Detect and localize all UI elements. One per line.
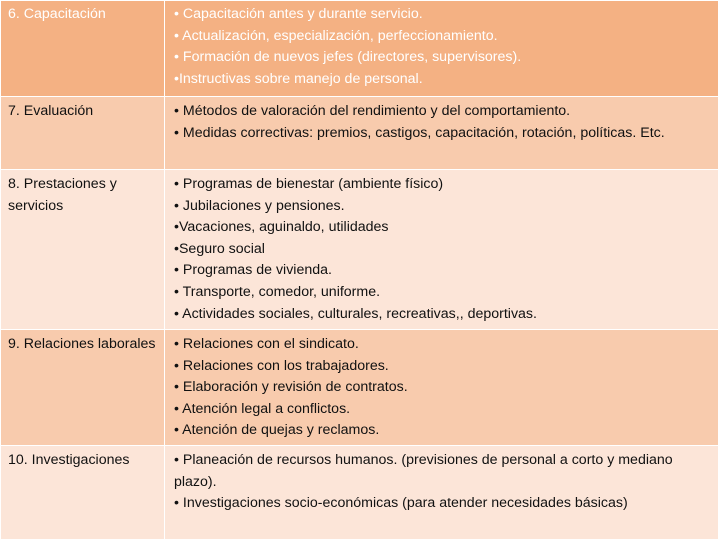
list-item: • Actualización, especialización, perfeccionamiento.: [174, 27, 498, 44]
items-cell: [165, 330, 719, 446]
items-cell: [165, 446, 719, 540]
list-item: • Capacitación antes y durante servicio.: [174, 6, 423, 22]
category-label: 6. Capacitación: [8, 6, 106, 22]
list-item: •Vacaciones, aguinaldo, utilidades: [174, 219, 389, 236]
list-item: • Programas de vivienda.: [174, 262, 332, 279]
list-item: • Relaciones con el sindicato.: [174, 336, 359, 352]
list-item: • Elaboración y revisión de contratos.: [174, 379, 408, 396]
category-cell: [1, 97, 165, 170]
items-cell: [165, 97, 719, 170]
items-cell: [165, 170, 719, 330]
table-row: [1, 446, 719, 540]
list-item: • Atención legal a conflictos.: [174, 400, 351, 417]
category-label: 8. Prestaciones y servicios: [8, 176, 117, 214]
list-item: • Atención de quejas y reclamos.: [174, 422, 380, 439]
list-item: • Jubilaciones y pensiones.: [174, 197, 345, 214]
items-cell: [165, 1, 719, 97]
category-cell: [1, 446, 165, 540]
category-label: 9. Relaciones laborales: [8, 336, 156, 352]
list-item: • Formación de nuevos jefes (directores, supervisores).: [174, 49, 522, 66]
list-item: • Medidas correctivas: premios, castigos, capacitación, rotación, políticas. Etc.: [174, 124, 665, 141]
list-item: • Métodos de valoración del rendimiento y del comportamiento.: [174, 103, 571, 119]
list-item: • Relaciones con los trabajadores.: [174, 357, 389, 374]
category-cell: [1, 330, 165, 446]
category-label: 7. Evaluación: [8, 103, 94, 119]
list-item: • Transporte, comedor, uniforme.: [174, 283, 381, 300]
list-item: • Planeación de recursos humanos. (previsiones de personal a corto y mediano plazo).: [174, 452, 673, 490]
table-row: [1, 330, 719, 446]
table-row: [1, 1, 719, 97]
list-item: • Actividades sociales, culturales, recreativas,, deportivas.: [174, 305, 537, 322]
category-cell: [1, 170, 165, 330]
table-row: [1, 97, 719, 170]
list-item: • Investigaciones socio-económicas (para atender necesidades básicas): [174, 495, 628, 512]
list-item: •Instructivas sobre manejo de personal.: [174, 70, 423, 87]
table-row: [1, 170, 719, 330]
list-item: • Programas de bienestar (ambiente físico): [174, 176, 444, 192]
category-label: 10. Investigaciones: [8, 452, 130, 468]
category-cell: [1, 1, 165, 97]
list-item: •Seguro social: [174, 240, 265, 257]
